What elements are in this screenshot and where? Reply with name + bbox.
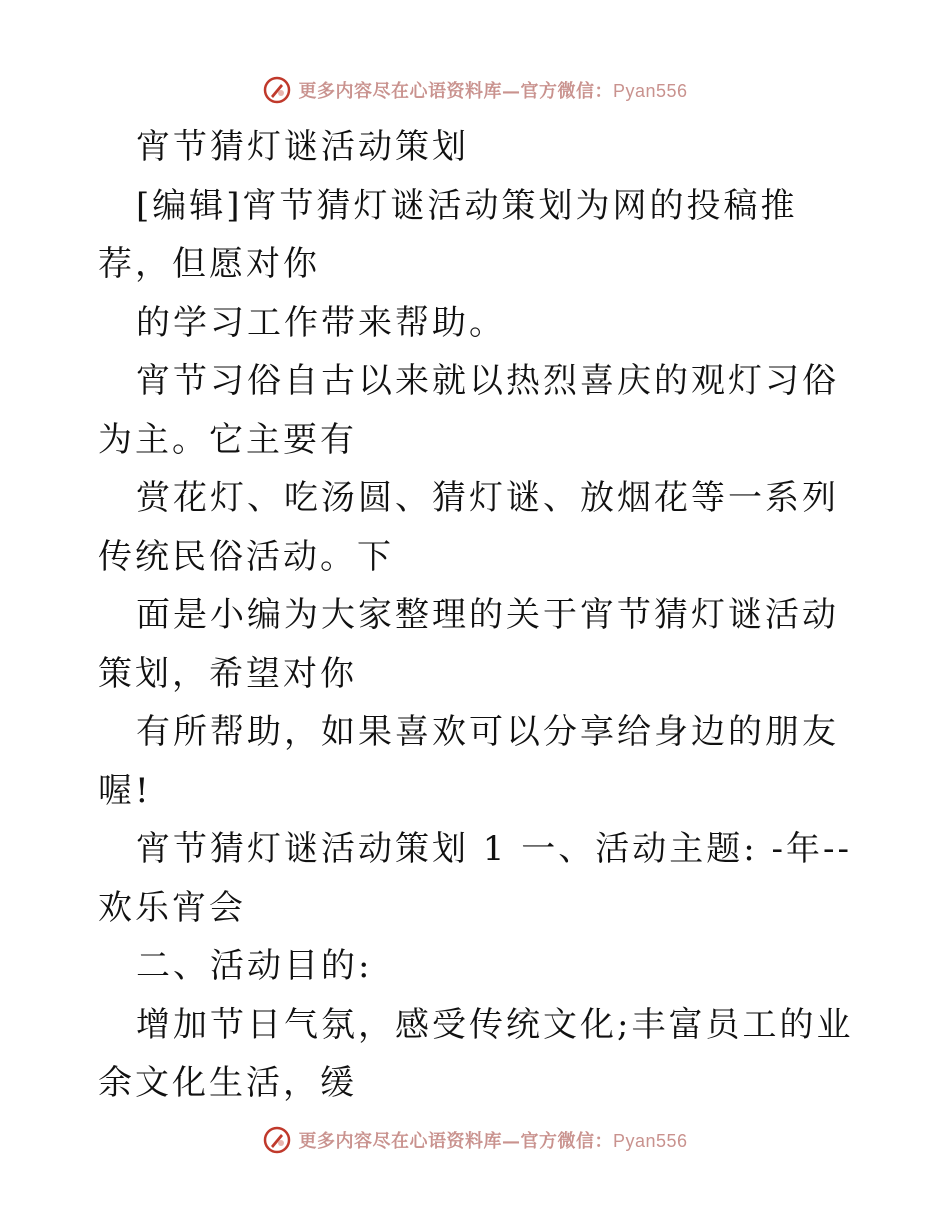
paragraph: 宵节猜灯谜活动策划 1 一、活动主题: -年--欢乐宵会 bbox=[98, 829, 852, 928]
banner-text: 更多内容尽在心语资料库—官方微信：Pyan556 bbox=[298, 1131, 688, 1152]
paragraph: [编辑]宵节猜灯谜活动策划为网的投稿推荐，但愿对你 bbox=[98, 185, 798, 284]
paragraph: 有所帮助，如果喜欢可以分享给身边的朋友喔! bbox=[98, 712, 839, 811]
paragraph: 二、活动目的: bbox=[136, 946, 373, 986]
paragraph: 赏花灯、吃汤圆、猜灯谜、放烟花等一系列传统民俗活动。下 bbox=[98, 478, 839, 577]
paragraph: 宵节习俗自古以来就以热烈喜庆的观灯习俗为主。它主要有 bbox=[98, 361, 839, 460]
paragraph: 宵节猜灯谜活动策划 bbox=[136, 127, 469, 167]
footer-banner bbox=[0, 1122, 950, 1158]
paragraph: 面是小编为大家整理的关于宵节猜灯谜活动策划，希望对你 bbox=[98, 595, 839, 694]
logo-icon bbox=[262, 1125, 292, 1155]
logo-icon bbox=[262, 75, 292, 105]
banner-text: 更多内容尽在心语资料库—官方微信：Pyan556 bbox=[298, 81, 688, 102]
paragraph: 增加节日气氛，感受传统文化;丰富员工的业余文化生活，缓 bbox=[98, 1004, 854, 1103]
header-banner bbox=[0, 72, 950, 108]
paragraph: 的学习工作带来帮助。 bbox=[136, 302, 506, 343]
document-body bbox=[98, 118, 858, 1113]
